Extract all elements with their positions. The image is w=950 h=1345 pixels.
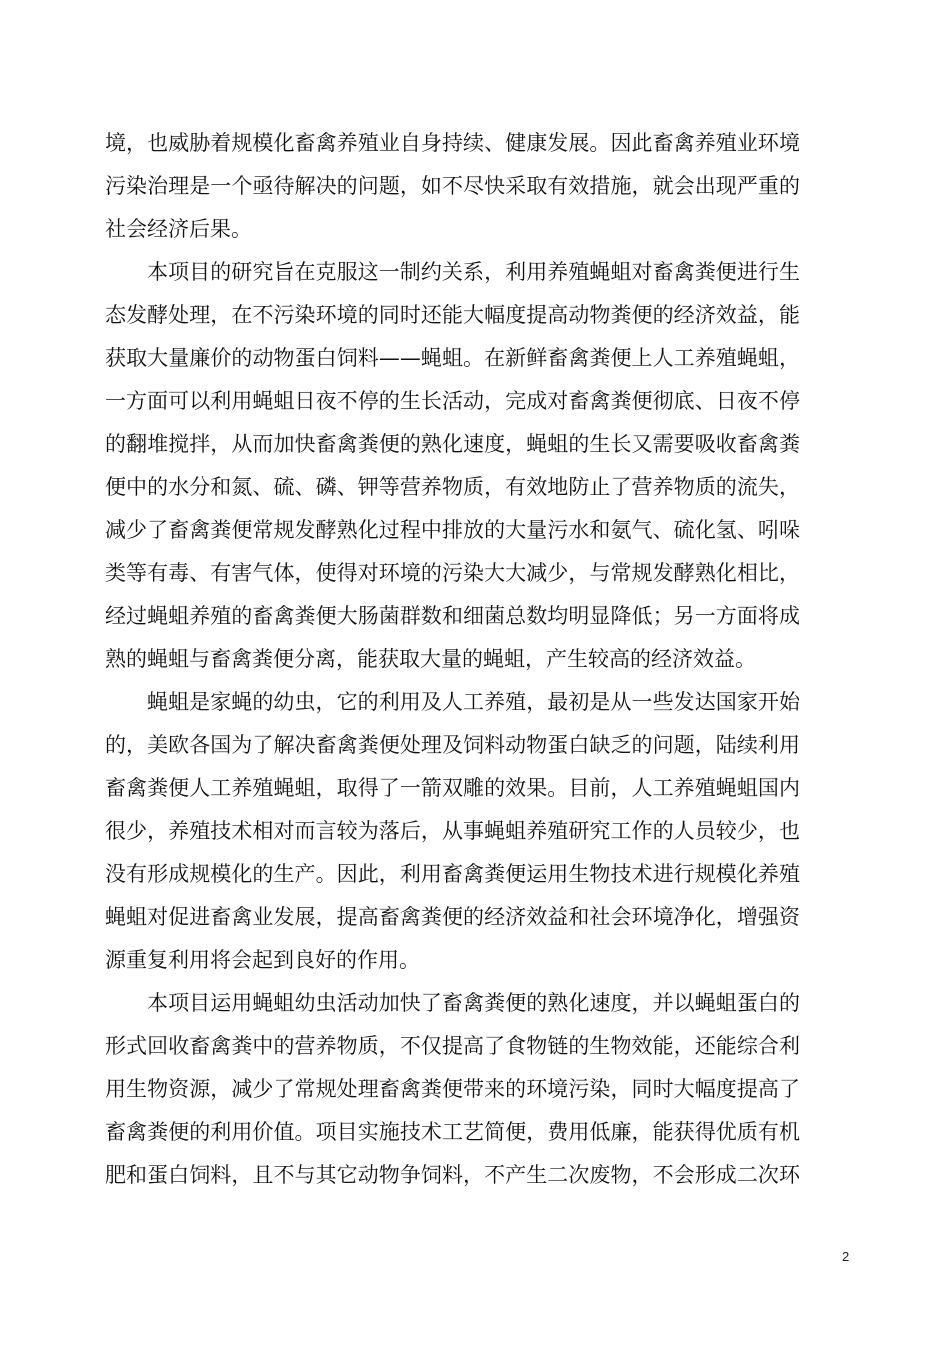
text-line: 肥和蛋白饲料，且不与其它动物争饲料，不产生二次废物，不会形成二次环 (105, 1163, 800, 1187)
text-line: 境，也威胁着规模化畜禽养殖业自身持续、健康发展。因此畜禽养殖业环境 (105, 131, 800, 155)
text-line: 便中的水分和氮、硫、磷、钾等营养物质，有效地防止了营养物质的流失， (105, 475, 800, 499)
paragraph-project-benefits (105, 982, 800, 1197)
text-line: 减少了畜禽粪便常规发酵熟化过程中排放的大量污水和氨气、硫化氢、吲哚 (105, 518, 800, 542)
text-line: 污染治理是一个亟待解决的问题，如不尽快采取有效措施，就会出现严重的 (105, 174, 800, 198)
text-line: 类等有毒、有害气体，使得对环境的污染大大减少，与常规发酵熟化相比， (105, 561, 800, 585)
text-line: 形式回收畜禽粪中的营养物质，不仅提高了食物链的生物效能，还能综合利 (105, 1034, 800, 1058)
text-line: 畜禽粪便人工养殖蝇蛆，取得了一箭双雕的效果。目前，人工养殖蝇蛆国内 (105, 776, 800, 800)
text-line: 蝇蛆是家蝇的幼虫，它的利用及人工养殖，最初是从一些发达国家开始 (147, 690, 800, 714)
text-line: 经过蝇蛆养殖的畜禽粪便大肠菌群数和细菌总数均明显降低；另一方面将成 (105, 604, 800, 628)
text-line: 社会经济后果。 (105, 217, 252, 241)
text-line: 源重复利用将会起到良好的作用。 (105, 948, 420, 972)
text-line: 本项目运用蝇蛆幼虫活动加快了畜禽粪便的熟化速度，并以蝇蛆蛋白的 (147, 991, 800, 1015)
text-line: 很少，养殖技术相对而言较为落后，从事蝇蛆养殖研究工作的人员较少，也 (105, 819, 800, 843)
text-line: 熟的蝇蛆与畜禽粪便分离，能获取大量的蝇蛆，产生较高的经济效益。 (105, 647, 756, 671)
paragraph-maggot-background (105, 681, 800, 982)
text-line: 的翻堆搅拌，从而加快畜禽粪便的熟化速度，蝇蛆的生长又需要吸收畜禽粪 (105, 432, 800, 456)
paragraph-project-aim (105, 251, 800, 681)
text-line: 获取大量廉价的动物蛋白饲料——蝇蛆。在新鲜畜禽粪便上人工养殖蝇蛆， (105, 346, 800, 370)
page-number: 2 (842, 1249, 850, 1264)
text-line: 没有形成规模化的生产。因此，利用畜禽粪便运用生物技术进行规模化养殖 (105, 862, 800, 886)
document-body (105, 122, 800, 1197)
text-line: 畜禽粪便的利用价值。项目实施技术工艺简便，费用低廉，能获得优质有机 (105, 1120, 800, 1144)
text-line: 态发酵处理，在不污染环境的同时还能大幅度提高动物粪便的经济效益，能 (105, 303, 800, 327)
text-line: 本项目的研究旨在克服这一制约关系，利用养殖蝇蛆对畜禽粪便进行生 (147, 260, 800, 284)
text-line: 的，美欧各国为了解决畜禽粪便处理及饲料动物蛋白缺乏的问题，陆续利用 (105, 733, 800, 757)
text-line: 一方面可以利用蝇蛆日夜不停的生长活动，完成对畜禽粪便彻底、日夜不停 (105, 389, 800, 413)
text-line: 用生物资源，减少了常规处理畜禽粪便带来的环境污染，同时大幅度提高了 (105, 1077, 800, 1101)
paragraph-continuation (105, 122, 800, 251)
text-line: 蝇蛆对促进畜禽业发展，提高畜禽粪便的经济效益和社会环境净化，增强资 (105, 905, 800, 929)
